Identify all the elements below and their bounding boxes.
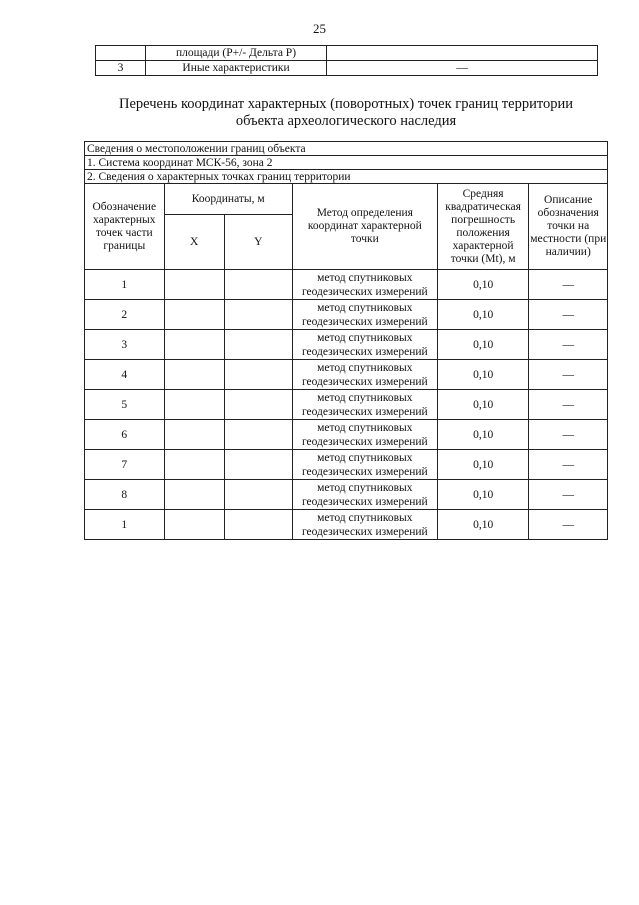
row-number bbox=[96, 46, 146, 61]
header-y: Y bbox=[224, 215, 292, 270]
table-row bbox=[85, 510, 608, 540]
error-cell: 0,10 bbox=[437, 450, 529, 480]
coordinate-x bbox=[164, 510, 224, 540]
error-cell: 0,10 bbox=[437, 330, 529, 360]
error-cell: 0,10 bbox=[437, 360, 529, 390]
table-row bbox=[85, 300, 608, 330]
point-number: 3 bbox=[85, 330, 165, 360]
coordinate-y bbox=[224, 420, 292, 450]
point-number: 1 bbox=[85, 270, 165, 300]
method-cell: метод спутниковых геодезических измерений bbox=[292, 480, 437, 510]
characteristic-name: Иные характеристики bbox=[146, 61, 327, 76]
description-cell: — bbox=[529, 420, 608, 450]
points-info: 2. Сведения о характерных точках границ территории bbox=[85, 170, 608, 184]
description-cell: — bbox=[529, 360, 608, 390]
coordinate-y bbox=[224, 330, 292, 360]
coordinate-y bbox=[224, 480, 292, 510]
header-method: Метод определения координат характерной точки bbox=[292, 184, 437, 270]
method-cell: метод спутниковых геодезических измерений bbox=[292, 420, 437, 450]
description-cell: — bbox=[529, 300, 608, 330]
coordinate-system: 1. Система координат МСК-56, зона 2 bbox=[85, 156, 608, 170]
method-cell: метод спутниковых геодезических измерений bbox=[292, 390, 437, 420]
table-row bbox=[85, 480, 608, 510]
coordinate-y bbox=[224, 270, 292, 300]
header-x: X bbox=[164, 215, 224, 270]
description-cell: — bbox=[529, 450, 608, 480]
coordinate-x bbox=[164, 420, 224, 450]
coordinate-y bbox=[224, 360, 292, 390]
coordinates-table bbox=[84, 141, 608, 540]
method-cell: метод спутниковых геодезических измерений bbox=[292, 510, 437, 540]
error-cell: 0,10 bbox=[437, 300, 529, 330]
characteristic-name: площади (Р+/- Дельта Р) bbox=[146, 46, 327, 61]
heading-line-2: объекта археологического наследия bbox=[235, 113, 457, 129]
coordinate-y bbox=[224, 510, 292, 540]
description-cell: — bbox=[529, 390, 608, 420]
header-description: Описание обозначения точки на местности (при наличии) bbox=[529, 184, 608, 270]
table-row bbox=[85, 270, 608, 300]
row-number: 3 bbox=[96, 61, 146, 76]
table-row bbox=[85, 390, 608, 420]
coordinate-x bbox=[164, 390, 224, 420]
page-number: 25 bbox=[313, 21, 326, 36]
table-row bbox=[85, 360, 608, 390]
header-coordinates: Координаты, м bbox=[164, 184, 292, 215]
method-cell: метод спутниковых геодезических измерений bbox=[292, 300, 437, 330]
error-cell: 0,10 bbox=[437, 390, 529, 420]
point-number: 7 bbox=[85, 450, 165, 480]
error-cell: 0,10 bbox=[437, 480, 529, 510]
table-row bbox=[85, 330, 608, 360]
table-row bbox=[85, 420, 608, 450]
method-cell: метод спутниковых геодезических измерений bbox=[292, 270, 437, 300]
characteristic-value bbox=[327, 46, 598, 61]
info-row bbox=[85, 142, 608, 156]
header-designation: Обозначение характерных точек части границы bbox=[85, 184, 165, 270]
coordinate-x bbox=[164, 360, 224, 390]
method-cell: метод спутниковых геодезических измерений bbox=[292, 330, 437, 360]
point-number: 8 bbox=[85, 480, 165, 510]
coordinate-x bbox=[164, 300, 224, 330]
heading-line-1: Перечень координат характерных (поворотных) точек границ территории bbox=[118, 96, 574, 112]
coordinate-x bbox=[164, 480, 224, 510]
coordinate-y bbox=[224, 390, 292, 420]
point-number: 1 bbox=[85, 510, 165, 540]
point-number: 4 bbox=[85, 360, 165, 390]
info-row bbox=[85, 170, 608, 184]
characteristic-value: — bbox=[327, 61, 598, 76]
point-number: 6 bbox=[85, 420, 165, 450]
header-row bbox=[85, 184, 608, 215]
method-cell: метод спутниковых геодезических измерений bbox=[292, 360, 437, 390]
coordinate-y bbox=[224, 450, 292, 480]
description-cell: — bbox=[529, 330, 608, 360]
point-number: 2 bbox=[85, 300, 165, 330]
error-cell: 0,10 bbox=[437, 420, 529, 450]
coordinate-x bbox=[164, 270, 224, 300]
location-info: Сведения о местоположении границ объекта bbox=[85, 142, 608, 156]
table-row bbox=[96, 61, 598, 76]
characteristics-table-continuation bbox=[95, 45, 598, 76]
coordinate-x bbox=[164, 330, 224, 360]
info-row bbox=[85, 156, 608, 170]
point-number: 5 bbox=[85, 390, 165, 420]
description-cell: — bbox=[529, 480, 608, 510]
error-cell: 0,10 bbox=[437, 510, 529, 540]
coordinate-x bbox=[164, 450, 224, 480]
description-cell: — bbox=[529, 270, 608, 300]
table-row bbox=[96, 46, 598, 61]
table-row bbox=[85, 450, 608, 480]
method-cell: метод спутниковых геодезических измерений bbox=[292, 450, 437, 480]
description-cell: — bbox=[529, 510, 608, 540]
error-cell: 0,10 bbox=[437, 270, 529, 300]
header-error: Средняя квадратическая погрешность положения характерной точки (Mt), м bbox=[437, 184, 529, 270]
section-heading bbox=[84, 96, 608, 130]
coordinate-y bbox=[224, 300, 292, 330]
